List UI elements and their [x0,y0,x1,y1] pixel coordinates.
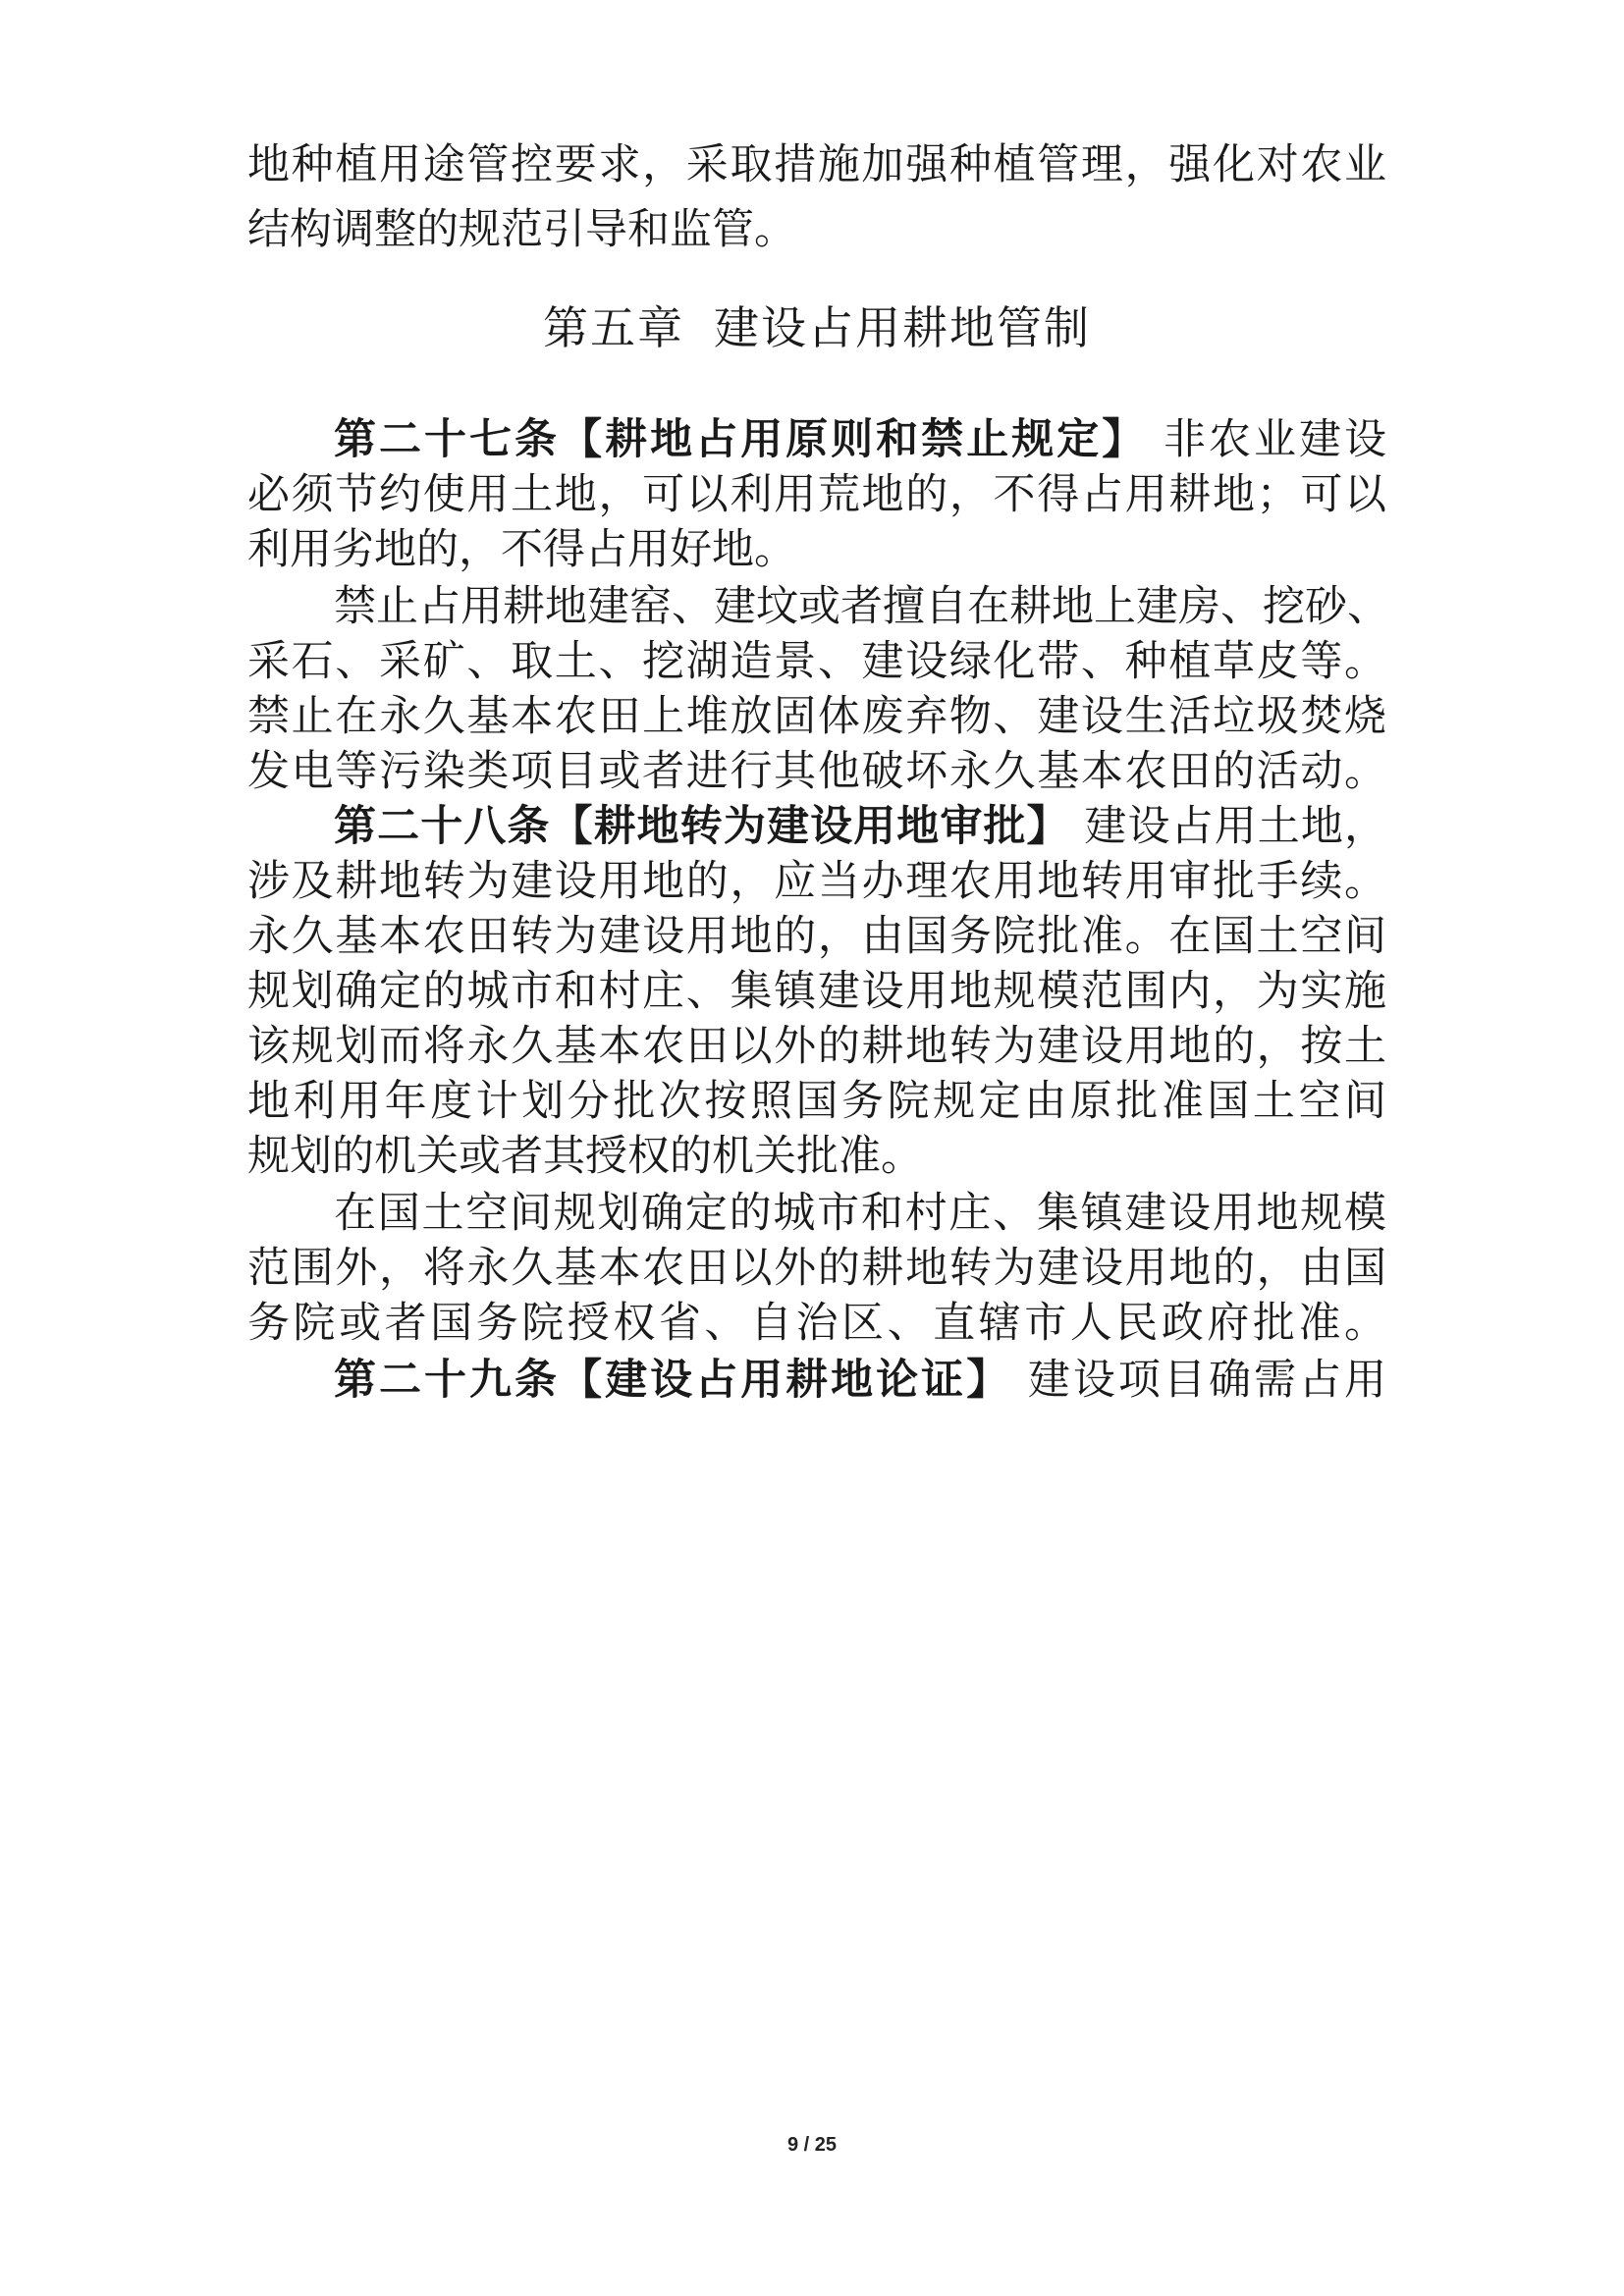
body-text-line: 地利用年度计划分批次按照国务院规定由原批准国土空间 [247,1077,1386,1126]
article-28-first-line [334,797,1386,856]
article-29-first-line [334,1351,1386,1410]
article-27-heading: 第二十七条【耕地占用原则和禁止规定】 [334,415,1148,464]
article-29-heading: 第二十九条【建设占用耕地论证】 [334,1356,1012,1405]
article-27-first-line [334,410,1386,469]
body-text: 建设项目确需占用 [1027,1356,1387,1405]
body-text: 非农业建设 [1163,415,1387,464]
body-text-line: 结构调整的规范引导和监管。 [247,205,796,254]
document-page [247,0,1389,2296]
body-text-line: 规划确定的城市和村庄、集镇建设用地规模范围内，为实施 [247,967,1386,1016]
body-text: 建设占用土地， [1084,802,1387,851]
chapter-title: 建设占用耕地管制 [714,301,1091,354]
body-text-line: 务院或者国务院授权省、自治区、直辖市人民政府批准。 [247,1299,1386,1348]
body-text-line: 地种植用途管控要求，采取措施加强种植管理，强化对农业 [247,140,1386,189]
body-text-line: 范围外，将永久基本农田以外的耕地转为建设用地的，由国 [247,1244,1386,1293]
body-text-line: 规划的机关或者其授权的机关批准。 [247,1132,923,1181]
body-text-line: 在国土空间规划确定的城市和村庄、集镇建设用地规模 [334,1189,1386,1238]
body-text-line: 该规划而将永久基本农田以外的耕地转为建设用地的，按土 [247,1022,1386,1071]
article-28-heading: 第二十八条【耕地转为建设用地审批】 [334,802,1070,851]
body-text-line: 利用劣地的，不得占用好地。 [247,525,796,574]
chapter-heading [247,296,1386,359]
page-number: 9 / 25 [786,2134,838,2156]
body-text-line: 禁止占用耕地建窑、建坟或者擅自在耕地上建房、挖砂、 [334,582,1389,631]
body-text-line: 涉及耕地转为建设用地的，应当办理农用地转用审批手续。 [247,857,1386,906]
body-text-line: 采石、采矿、取土、挖湖造景、建设绿化带、种植草皮等。 [247,637,1386,686]
chapter-number: 第五章 [543,301,684,354]
body-text-line: 发电等污染类项目或者进行其他破坏永久基本农田的活动。 [247,747,1386,796]
body-text-line: 禁止在永久基本农田上堆放固体废弃物、建设生活垃圾焚烧 [247,692,1386,741]
body-text-line: 必须节约使用土地，可以利用荒地的，不得占用耕地；可以 [247,470,1386,519]
body-text-line: 永久基本农田转为建设用地的，由国务院批准。在国土空间 [247,912,1386,961]
